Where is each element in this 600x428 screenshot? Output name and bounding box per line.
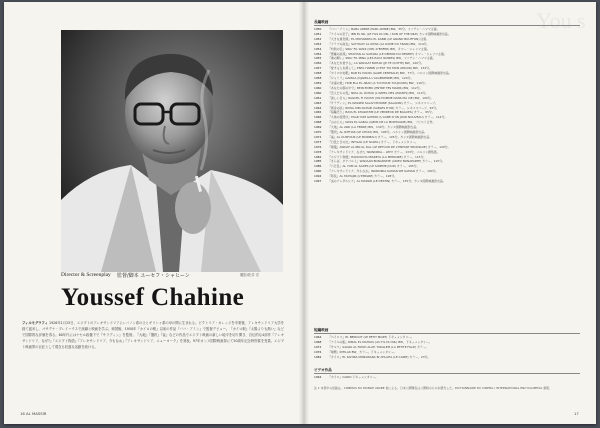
role-line [61,272,190,279]
film-year: 1997 [314,179,322,184]
film-title: 『あなたの腕の中で』BEIN EDEIK (ENTRE TES MAINS) BW、112分。 [328,85,423,90]
film-title: 『大きな道化師』EL MOHARREG EL KABIR (LE GRAND BOUFFON) 白黒。 [328,36,430,41]
film-year: 1982 [314,354,322,359]
film-title: 『港の闘い』SIRA' FIL MINA (LES EAUX NOIRES) BW、ファテン・ハママ主演。 [328,56,436,61]
photo-credit: 撮影/松井 宏 [240,273,260,277]
film-title: 『炎のアンダルシア』AL MASSIR (LE DESTIN) カラー、135分。カンヌ国際映画祭出品。 [328,179,446,184]
film-title: 『エジプト物語』HADDOUTA MISREYA (LA MEMOIRE) カラー、115分。 [328,154,427,159]
film-year: 1994 [314,375,322,379]
film-year: 1964 [314,335,322,339]
left-page [4,2,302,424]
film-title: 『指輪売り』BAYA EL KHAWATIM (LE VENDEUR DE BAGUES) カラー、95分。 [328,110,435,115]
film-title: 『愛する人を探して』ENTA HABIBI (C'EST TOI MON AMOUR) BW、134分。 [328,66,432,71]
film-title: 『美しい日々』RAGUEL FI HAYATI (UN HOMME DANS MA VIE) BW、100分。 [328,95,434,100]
film-title: 『灼熱の空』SIRA' FIL WADI (CIEL D'ENFER) BW、オマー・シャリフ主演。 [328,46,430,51]
film-year: 1952 [314,36,322,41]
biography [22,320,284,350]
biography-lead: フィルモグラフィ [22,321,48,325]
film-title: 『ジャミラ』GAMILA (DJAMILA L'ALGERIENNE) BW、120分。 [328,76,414,81]
section-rule [314,373,580,374]
film-year: 1985 [314,159,322,164]
film-title: 『アレキサンドリア、なぜ?』ISKINDIRIA... LEH? カラー、133分。ベルリン銀熊賞。 [328,149,440,154]
film-title: 『ババ・アミン』BABA AMINE (PAPA AMINE) BW、35分。ファテン・ハママ主演。 [328,27,440,31]
film-year: 1990 [314,169,322,174]
film-year: 1959 [314,80,322,85]
film-year: 1958 [314,71,322,76]
portrait-illustration [61,30,283,272]
film-entry [314,355,580,360]
film-year: 1978 [314,149,322,154]
film-year: 1954 [314,46,322,51]
section-rule [314,333,580,334]
film-year: 1994 [314,174,322,179]
film-title: 『カイロ』EL KAHIRA MONAWARA BI AHLAHA (LE CAIRE) カラー、23分。 [328,354,431,359]
film-year: 1976 [314,144,322,149]
film-title: 『選択』AL IKHTIAR (LE CHOIX) BW、108分。ベルリン国際映画祭出品。 [328,130,427,135]
ghost-text: You s [536,8,586,33]
film-year: 1970 [314,130,322,135]
film-year: 1960 [314,85,322,90]
film-year: 1957 [314,66,322,71]
film-title: 『永遠の愛』HOB ELA EL ABAD (A TOI POUR TOUJOURS) BW、110分。 [328,80,428,85]
film-title: 『山の人々』NASS EL GABAL (GENS DE LA MONTAGNE) BW、ソビエト合作。 [328,120,436,125]
film-title: 『恋人たちの夜』NIDA AL OCHAK (L'APPEL DES AMANTS) BW、114分。 [328,90,429,95]
short-film-list [314,335,580,360]
film-year: 1982 [314,154,322,159]
film-title: 『サルワ』SALWA AL FATAH ALATI TOKALEM (LA PETITE FILLE) カラー。 [328,344,429,349]
film-year: 1972 [314,134,322,139]
film-title: 『カイロ中央駅』BAB EL HADID (GARE CENTRALE) BW、77分。ベルリン国際映画祭出品。 [328,71,452,76]
right-page [304,2,596,424]
film-year: 1956 [314,61,322,66]
film-title: 『大地』AL ARD (LA TERRE) BW、130分。カンヌ国際映画祭出品。 [328,125,419,130]
film-year: 1968 [314,120,322,125]
film-year: 1972 [314,344,322,349]
film-entry [314,179,580,184]
section-video-title: ビデオ作品 [314,368,332,372]
film-year: 1973 [314,139,322,144]
film-year: 1960 [314,90,322,95]
film-title: 『アラブの淑女』SAYYIDAT AL KITAR (LA DAME DU TRAIN) BW、114分。 [328,41,430,46]
film-title: 『悪魔の砂漠』SHAITAN AL SAHARA (LE DEMON DU DESERT) オマー・シャリフ主演。 [328,51,447,56]
film-title: 『黄金の砂』RIMAL MIN DAHAB (SABLES D'OR) カラー、シネマスコープ、93分。 [328,105,439,110]
video-list [314,375,580,380]
film-year: 1963 [314,100,322,105]
film-title: 『あなたを愛する』LA WADAAT BOHAK (JE TE QUITTE) BW、120分。 [328,61,424,66]
role-english: Director & Screenplay [61,272,111,278]
film-year: 1958 [314,76,322,81]
film-title: 『サラディン』EL NASSER SALAH EDDINE (SALADIN) カラー、シネマスコープ。 [328,100,438,105]
film-title: 『六日目』AL YOM AL SADES (LE SIXIEME JOUR) カラー、105分。 [328,164,420,169]
film-title: 『ペイロス』EL BEIROUT (LE PETIT MORT) ドキュメンタリー。 [328,335,414,339]
film-year: 1968 [314,339,322,344]
film-year: 1966 [314,115,322,120]
magazine-spread [4,2,596,424]
film-title: 『雀』AL OUSFOUR (LE MOINEAU) カラー、105分。カンヌ国際映画祭出品。 [328,134,433,139]
folio-right: 17 [574,411,579,416]
film-year: 1961 [314,95,322,100]
film-title: 『帰還』AWDAT AL IBN AL DAL (LE RETOUR DE L'ENFANT PRODIGUE) カラー、120分。 [328,144,451,149]
film-year: 1951 [314,31,322,36]
film-title: 『カイロ』CAIRO ドキュメンタリー。 [328,375,379,379]
section-rule [314,25,580,26]
film-year: 1955 [314,56,322,61]
film-year: 1953 [314,41,322,46]
film-year: 1964 [314,105,322,110]
film-title: 『帰郷』INTILAK BW、カラー。ドキュメンタリー。 [328,349,397,354]
film-title: 『ナイルの息子』IBN EL NIL (LE FILS DU NIL / SON OF THE NILE) カンヌ国際映画祭出品。 [328,31,451,36]
section-short-films-title: 短編映画 [314,328,329,332]
film-year: 1965 [314,110,322,115]
role-japanese: 監督/脚本 ユーセフ・シャヒーン [117,273,190,279]
film-entry [314,375,580,380]
film-year: 1986 [314,164,322,169]
portrait-photo [61,30,283,272]
film-year: 1969 [314,125,322,130]
folio-left: 16 AL MASSIR [20,411,47,416]
film-year: 1976 [314,349,322,354]
section-feature-films-title: 長編映画 [314,20,329,24]
film-year: 1954 [314,51,322,56]
film-title: 『日没と日の出』INTILAK (LE SOLEIL) カラー、ドキュメンタリー。 [328,139,418,144]
film-title: 『さらば、ボナパルト』WADAAN BONAPARTE (ADIEU BONAPARTE) カラー、115分。 [328,159,445,164]
director-name: Youssef Chahine [61,284,245,311]
footnotes: 注 1 本書中の記載は、CINEMAS DU MONDE ARABE 他による。日本公開題名は公開時のものを優先した。DICTIONNAIRE DU CINEMA / INTERNATIONAL ENCYCLOPEDIA 参照。 [314,386,552,390]
film-title: 『大地の夜明け』FAGR YOM GUEDID (L'AUBE D'UN JOUR NOUVEAU) カラー、114分。 [328,115,448,120]
feature-film-list [314,27,580,184]
film-year: 1950 [314,27,322,31]
film-title: 『ナイルの船』RIMAL EL MAHAYA (AU FIL DU NIL) BW、ドキュメンタリー。 [328,339,432,344]
film-title: 『移民』AL MUHAJIR (L'EMIGRE) カラー、128分。 [328,174,398,179]
biography-text: 1926年1月25日、エジプトのアレキサンドリアにレバノン系の父とギリシャ系の母の間に生まれる。ビクトリア・カレッジを卒業後、アレキサンドリア大学を経て渡米し、パサデナ・プレイハウスで演劇と映画を学ぶ。帰国後、1950年『カイロの駅』以前の作品『ババ・アミン』で監督デビュー。『カイロ駅』『太陽よりも熱い』などで国際的な評価を得る。60年代にはナセル政権下で『サラディン』を監督。『大地』『選択』『雀』などの作品でエジプト映画の新しい地平を切り開き、自伝的な4部作『アレキサンドリア、なぜ?』『エジプト物語』『アレキサンドリア、今もなお』『アレキサンドリア、ニューヨーク』を発表。97年カンヌ国際映画祭にて50周年記念特別賞を受賞。エジプト映画界の巨匠として現在も旺盛な活動を続ける。 [22,321,284,350]
film-title: 『アレキサンドリア、今もなお』ISKINDIRIA KAMAN WE KAMAN カラー、100分。 [328,169,439,174]
